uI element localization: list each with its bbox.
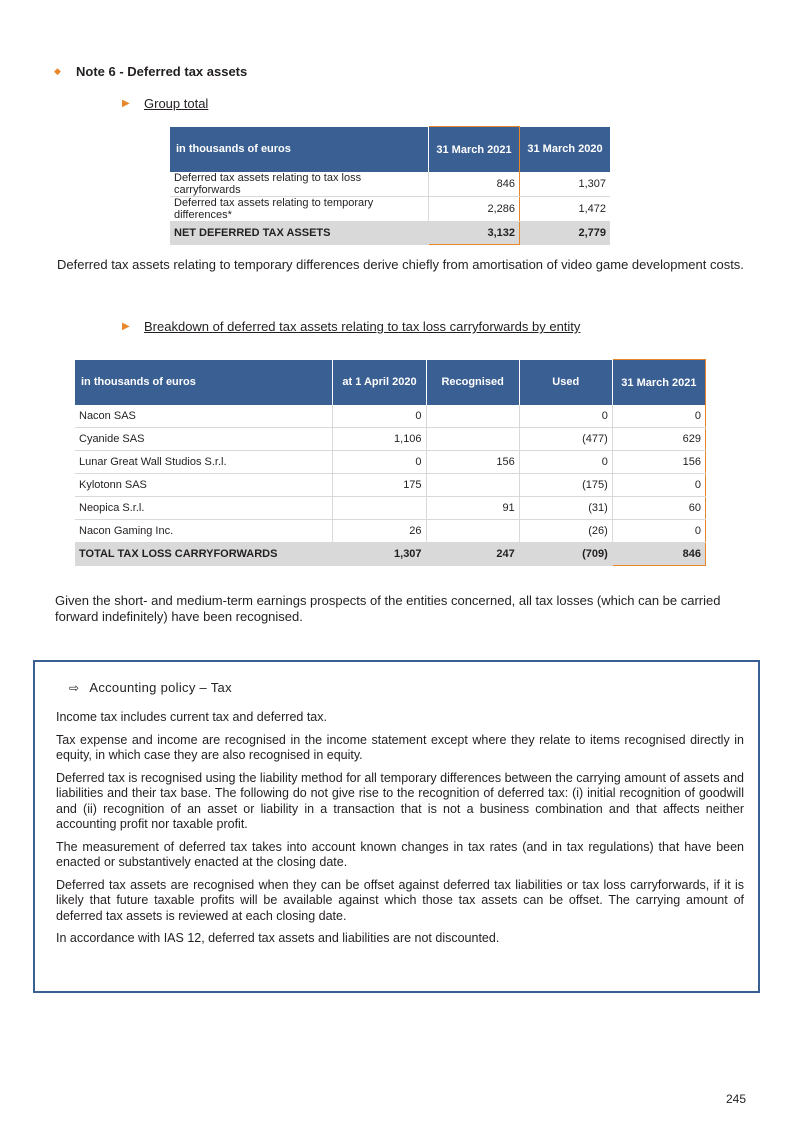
cell-value: 156 bbox=[612, 451, 705, 474]
cell-value: (175) bbox=[519, 474, 612, 497]
column-header: in thousands of euros bbox=[170, 127, 429, 173]
group-total-heading bbox=[122, 96, 208, 111]
cell-value bbox=[426, 474, 519, 497]
cell-value: (26) bbox=[519, 520, 612, 543]
cell-value: 1,106 bbox=[333, 428, 426, 451]
cell-value: 0 bbox=[612, 405, 705, 428]
row-label: Nacon Gaming Inc. bbox=[75, 520, 333, 543]
column-header: at 1 April 2020 bbox=[333, 360, 426, 406]
cell-value: 60 bbox=[612, 497, 705, 520]
column-header: 31 March 2021 bbox=[612, 360, 705, 406]
table-row bbox=[75, 497, 706, 520]
row-label: Neopica S.r.l. bbox=[75, 497, 333, 520]
earnings-prospects-note: Given the short- and medium-term earnings prospects of the entities concerned, all tax losses (which can be carried forward indefinitely) have been recognised. bbox=[55, 593, 721, 624]
breakdown-heading bbox=[122, 319, 580, 334]
cell-value: 0 bbox=[519, 451, 612, 474]
policy-paragraph: Tax expense and income are recognised in the income statement except where they relate to items recognised directly in equity, in which case they are also recognised in equity. bbox=[56, 732, 744, 762]
cell-value bbox=[333, 497, 426, 520]
row-label: Kylotonn SAS bbox=[75, 474, 333, 497]
row-label: Cyanide SAS bbox=[75, 428, 333, 451]
policy-paragraph: Income tax includes current tax and deferred tax. bbox=[56, 710, 327, 724]
cell-value: 846 bbox=[612, 543, 705, 566]
table-row bbox=[75, 451, 706, 474]
note-heading bbox=[54, 64, 247, 79]
triangle-bullet-icon: ▶ bbox=[122, 321, 130, 332]
cell-value: 247 bbox=[426, 543, 519, 566]
breakdown-table bbox=[75, 359, 706, 566]
column-header: 31 March 2020 bbox=[520, 127, 611, 173]
total-row bbox=[75, 543, 706, 566]
table-row bbox=[75, 405, 706, 428]
cell-value bbox=[426, 520, 519, 543]
cell-value: (31) bbox=[519, 497, 612, 520]
column-header: in thousands of euros bbox=[75, 360, 333, 406]
policy-paragraph: Deferred tax is recognised using the liability method for all temporary differences between the carrying amount of assets and liabilities and their tax base. The following do not give rise to the recognition of deferred tax: (i) initial recognition of goodwill and (ii) recognition of an asset or liability in a transaction that is not a business combination and that affects neither accounting profit nor taxable profit. bbox=[56, 770, 744, 831]
cell-value: (709) bbox=[519, 543, 612, 566]
table-row bbox=[75, 474, 706, 497]
triangle-bullet-icon: ▶ bbox=[122, 98, 130, 109]
page-number: 245 bbox=[725, 1092, 746, 1106]
cell-value: 0 bbox=[612, 520, 705, 543]
policy-title-text: Accounting policy – Tax bbox=[89, 680, 232, 695]
table-row bbox=[75, 520, 706, 543]
cell-value: 0 bbox=[519, 405, 612, 428]
policy-paragraph: Deferred tax assets are recognised when they can be offset against deferred tax liabilities or tax loss carryforwards, if it is likely that future taxable profits will be available against which those tax assets can be offset. The carrying amount of deferred tax assets is reviewed at each closing date. bbox=[56, 877, 744, 923]
cell-value: (477) bbox=[519, 428, 612, 451]
row-label: Lunar Great Wall Studios S.r.l. bbox=[75, 451, 333, 474]
note-title: Note 6 - Deferred tax assets bbox=[76, 64, 248, 79]
cell-value: 0 bbox=[333, 451, 426, 474]
row-label: Deferred tax assets relating to temporary differences* bbox=[170, 197, 429, 222]
column-header: 31 March 2021 bbox=[429, 127, 520, 173]
cell-value: 3,132 bbox=[429, 222, 520, 245]
cell-value: 0 bbox=[333, 405, 426, 428]
column-header: Recognised bbox=[426, 360, 519, 406]
cell-value: 846 bbox=[429, 172, 520, 197]
row-label: NET DEFERRED TAX ASSETS bbox=[170, 222, 429, 245]
cell-value: 1,307 bbox=[520, 172, 611, 197]
policy-body bbox=[56, 710, 744, 954]
cell-value bbox=[426, 405, 519, 428]
accounting-policy-box bbox=[33, 660, 760, 993]
row-label: Nacon SAS bbox=[75, 405, 333, 428]
breakdown-title: Breakdown of deferred tax assets relating to tax loss carryforwards by entity bbox=[144, 319, 581, 334]
cell-value: 91 bbox=[426, 497, 519, 520]
arrow-right-icon: ⇨ bbox=[69, 680, 80, 695]
cell-value: 2,286 bbox=[429, 197, 520, 222]
cell-value: 2,779 bbox=[520, 222, 611, 245]
row-label: Deferred tax assets relating to tax loss carryforwards bbox=[170, 172, 429, 197]
group-total-title: Group total bbox=[144, 96, 209, 111]
diamond-bullet-icon: ◆ bbox=[54, 66, 61, 76]
table-row bbox=[170, 172, 610, 197]
group-total-table bbox=[170, 126, 610, 245]
policy-paragraph: In accordance with IAS 12, deferred tax assets and liabilities are not discounted. bbox=[56, 931, 500, 945]
policy-paragraph: The measurement of deferred tax takes into account known changes in tax rates (and in tax regulations) that have been enacted or substantively enacted at the closing date. bbox=[56, 839, 744, 869]
cell-value: 0 bbox=[612, 474, 705, 497]
table-row bbox=[170, 197, 610, 222]
cell-value: 26 bbox=[333, 520, 426, 543]
cell-value: 1,472 bbox=[520, 197, 611, 222]
cell-value bbox=[426, 428, 519, 451]
total-row bbox=[170, 222, 610, 245]
column-header: Used bbox=[519, 360, 612, 406]
cell-value: 1,307 bbox=[333, 543, 426, 566]
temporary-differences-note: Deferred tax assets relating to temporary differences derive chiefly from amortisation of video game development costs. bbox=[57, 257, 744, 272]
cell-value: 175 bbox=[333, 474, 426, 497]
policy-title bbox=[69, 680, 232, 695]
cell-value: 156 bbox=[426, 451, 519, 474]
cell-value: 629 bbox=[612, 428, 705, 451]
table-row bbox=[75, 428, 706, 451]
row-label: TOTAL TAX LOSS CARRYFORWARDS bbox=[75, 543, 333, 566]
